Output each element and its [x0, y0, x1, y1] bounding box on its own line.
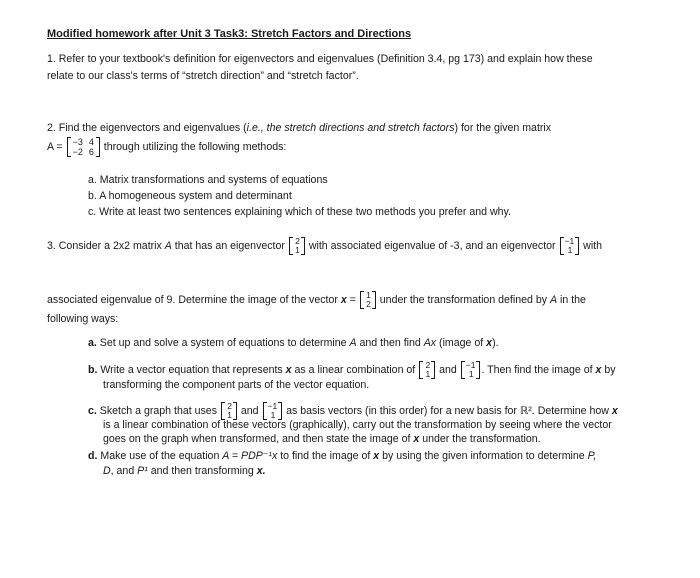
- question-2-intro-start: 2. Find the eigenvectors and eigenvalues (: [47, 122, 247, 134]
- item-text: goes on the graph when transformed, and then state the image of: [103, 433, 414, 445]
- item-text: as basis vectors (in this order) for a new basis for ℝ². Determine how: [283, 404, 612, 417]
- item-text: by: [601, 363, 616, 376]
- item-text: Sketch a graph that uses: [99, 404, 220, 417]
- vector-entries: [293, 237, 301, 255]
- basis-vector-2: [263, 402, 283, 420]
- question-2-item-b: b. A homogeneous system and determinant: [88, 190, 292, 202]
- item-text: and: [237, 404, 262, 417]
- basis-vector-2: [461, 361, 481, 379]
- right-bracket: [575, 237, 579, 255]
- q3-text: 3. Consider a 2x2 matrix: [47, 239, 165, 252]
- question-3-line-3: following ways:: [47, 313, 119, 325]
- matrix-A: [67, 137, 100, 157]
- q3-text: with associated eigenvalue of -3, and an eigenvector: [305, 239, 559, 252]
- question-3-item-c-line-3: [103, 433, 541, 446]
- question-1-line-2: relate to our class's terms of “stretch direction” and “stretch factor”.: [47, 70, 359, 82]
- q3-text: under the transformation defined by: [376, 293, 550, 306]
- item-text: Write a vector equation that represents: [100, 363, 286, 376]
- q3-text: associated eigenvalue of 9. Determine the image of the vector: [47, 293, 341, 306]
- item-text: . Then find the image of: [481, 363, 596, 376]
- item-text: ).: [492, 337, 499, 349]
- q3-matrix-A: A: [164, 239, 172, 252]
- item-text: P,: [587, 450, 597, 462]
- item-text: P¹: [137, 465, 148, 477]
- vector-entry: 1: [468, 369, 474, 379]
- question-2-intro: [47, 122, 551, 135]
- vector-entry: 1: [425, 369, 431, 379]
- item-label: b.: [88, 363, 98, 376]
- item-text: under the transformation.: [419, 433, 541, 445]
- item-text: as a linear combination of: [291, 363, 419, 376]
- vector-entry: 2: [366, 299, 371, 309]
- item-text: x: [285, 363, 292, 376]
- question-2-matrix-line: [47, 137, 286, 157]
- question-2-item-c: c. Write at least two sentences explaining which of these two methods you prefer and why.: [88, 206, 511, 218]
- item-text: x: [611, 404, 618, 417]
- basis-vector-1: [221, 402, 237, 420]
- right-bracket: [301, 237, 305, 255]
- vector-entry: 1: [270, 410, 276, 420]
- item-text: (image of: [436, 337, 487, 349]
- vector-entries: [225, 402, 233, 420]
- question-3-line-2: [47, 291, 586, 309]
- item-label: c.: [88, 404, 97, 417]
- item-text: D: [103, 465, 111, 477]
- question-1-line-1: 1. Refer to your textbook's definition for eigenvectors and eigenvalues (Definition 3.4, pg 173) and explain how these: [47, 53, 593, 65]
- vector-x: x: [340, 293, 347, 306]
- q3-text: =: [346, 293, 359, 306]
- vector-entries: [364, 291, 372, 309]
- eigenvector-1: [289, 237, 305, 255]
- vector-entry: 1: [227, 410, 232, 420]
- vector-entry: −1: [564, 236, 575, 246]
- question-3-line-1: [47, 237, 602, 255]
- question-3-item-d-line-2: [103, 465, 266, 478]
- vector-entries: [423, 361, 431, 379]
- item-text: by using the given information to determine: [379, 450, 588, 462]
- equation: A = PDP⁻¹x: [222, 450, 278, 462]
- vector-entry: −1: [465, 360, 476, 370]
- item-text: Set up and solve a system of equations to determine: [99, 337, 350, 349]
- vector-entry: 1: [366, 290, 371, 300]
- right-bracket: [96, 137, 100, 157]
- item-text: and then transforming: [147, 465, 257, 477]
- question-3-item-b: [88, 361, 616, 379]
- item-text: x: [486, 337, 493, 349]
- item-text: and: [436, 363, 460, 376]
- q3-text: with: [580, 239, 603, 252]
- vector-entry: −1: [267, 401, 278, 411]
- q3-text: in the: [557, 293, 586, 306]
- item-text: x.: [256, 465, 266, 477]
- item-text: Ax: [423, 337, 437, 349]
- question-2-item-a: a. Matrix transformations and systems of equations: [88, 174, 328, 186]
- q3-matrix-A: A: [549, 293, 558, 306]
- matrix-entry: 4: [88, 137, 94, 147]
- right-bracket: [372, 291, 376, 309]
- matrix-suffix: through utilizing the following methods:: [100, 140, 287, 153]
- vector-entry: 2: [425, 360, 431, 370]
- item-text: and then find: [356, 337, 424, 349]
- question-2-intro-end: ) for the given matrix: [454, 122, 552, 134]
- eigenvector-2: [560, 237, 580, 255]
- basis-vector-1: [419, 361, 435, 379]
- matrix-entry: 6: [88, 147, 94, 157]
- item-text: A: [349, 337, 357, 349]
- item-text: x: [595, 363, 602, 376]
- matrix-entry: −3: [72, 137, 83, 147]
- vector-entries: [267, 402, 279, 420]
- item-text: to find the image of: [277, 450, 374, 462]
- item-text: x: [413, 433, 420, 445]
- question-3-item-c-line-2: is a linear combination of these vectors (graphically), carry out the transformation by seeing where the vector: [103, 419, 612, 431]
- vector-entry: 1: [295, 245, 300, 255]
- question-3-item-a: [88, 337, 499, 350]
- vector-entry: 2: [227, 401, 232, 411]
- item-text: , and: [110, 465, 138, 477]
- matrix-entry: −2: [72, 147, 83, 157]
- item-text: x: [373, 450, 380, 462]
- item-label: a.: [88, 337, 97, 349]
- matrix-A-entries: [71, 137, 96, 157]
- question-3-item-b-line-2: transforming the component parts of the vector equation.: [103, 379, 370, 391]
- q3-text: that has an eigenvector: [171, 239, 288, 252]
- item-label: d.: [88, 450, 98, 462]
- vector-entry: 1: [567, 245, 573, 255]
- question-2-intro-italic: i.e., the stretch directions and stretch factors: [246, 122, 455, 134]
- document-title: Modified homework after Unit 3 Task3: Stretch Factors and Directions: [47, 28, 412, 40]
- right-bracket: [431, 361, 435, 379]
- right-bracket: [278, 402, 282, 420]
- right-bracket: [233, 402, 237, 420]
- vector-entries: [465, 361, 477, 379]
- matrix-prefix: A =: [47, 140, 66, 153]
- item-text: Make use of the equation: [100, 450, 223, 462]
- right-bracket: [476, 361, 480, 379]
- question-3-item-c: [88, 402, 618, 420]
- vector-entry: 2: [295, 236, 300, 246]
- question-3-item-d: [88, 450, 596, 463]
- vector-entries: [564, 237, 576, 255]
- vector-x-value: [360, 291, 376, 309]
